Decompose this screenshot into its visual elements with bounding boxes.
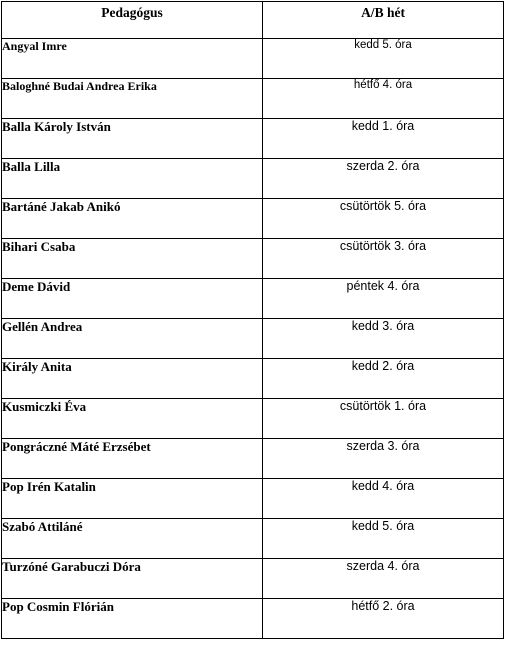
teacher-name: Baloghné Budai Andrea Erika: [2, 79, 263, 119]
lesson-slot: kedd 4. óra: [263, 479, 504, 519]
table-body: [2, 39, 504, 639]
table-row: [2, 559, 504, 599]
table-row: [2, 239, 504, 279]
teacher-name: Pop Cosmin Flórián: [2, 599, 263, 639]
lesson-slot: szerda 4. óra: [263, 559, 504, 599]
lesson-slot: csütörtök 5. óra: [263, 199, 504, 239]
lesson-slot: szerda 3. óra: [263, 439, 504, 479]
teacher-name: Bihari Csaba: [2, 239, 263, 279]
table-row: [2, 279, 504, 319]
lesson-slot: csütörtök 1. óra: [263, 399, 504, 439]
teacher-name: Király Anita: [2, 359, 263, 399]
teacher-name: Kusmiczki Éva: [2, 399, 263, 439]
table-row: [2, 39, 504, 79]
lesson-slot: hétfő 4. óra: [263, 79, 504, 119]
teacher-name: Pongráczné Máté Erzsébet: [2, 439, 263, 479]
header-row: [2, 2, 504, 39]
table-row: [2, 159, 504, 199]
lesson-slot: hétfő 2. óra: [263, 599, 504, 639]
teacher-name: Pop Irén Katalin: [2, 479, 263, 519]
table-row: [2, 479, 504, 519]
teacher-name: Bartáné Jakab Anikó: [2, 199, 263, 239]
lesson-slot: kedd 5. óra: [263, 519, 504, 559]
teacher-name: Balla Károly István: [2, 119, 263, 159]
table-header: [2, 2, 504, 39]
teacher-name: Deme Dávid: [2, 279, 263, 319]
teacher-name: Balla Lilla: [2, 159, 263, 199]
header-week: A/B hét: [263, 2, 504, 39]
lesson-slot: csütörtök 3. óra: [263, 239, 504, 279]
teacher-name: Gellén Andrea: [2, 319, 263, 359]
lesson-slot: kedd 3. óra: [263, 319, 504, 359]
table-row: [2, 199, 504, 239]
teacher-schedule-table: [1, 1, 504, 639]
teacher-name: Turzóné Garabuczi Dóra: [2, 559, 263, 599]
teacher-name: Szabó Attiláné: [2, 519, 263, 559]
lesson-slot: kedd 2. óra: [263, 359, 504, 399]
lesson-slot: péntek 4. óra: [263, 279, 504, 319]
table-row: [2, 119, 504, 159]
table-row: [2, 399, 504, 439]
lesson-slot: szerda 2. óra: [263, 159, 504, 199]
table-row: [2, 519, 504, 559]
table-row: [2, 319, 504, 359]
header-teacher: Pedagógus: [2, 2, 263, 39]
lesson-slot: kedd 1. óra: [263, 119, 504, 159]
table-row: [2, 599, 504, 639]
table-row: [2, 79, 504, 119]
lesson-slot: kedd 5. óra: [263, 39, 504, 79]
table-row: [2, 359, 504, 399]
table-row: [2, 439, 504, 479]
teacher-name: Angyal Imre: [2, 39, 263, 79]
text-cursor-mark: [503, 236, 504, 252]
